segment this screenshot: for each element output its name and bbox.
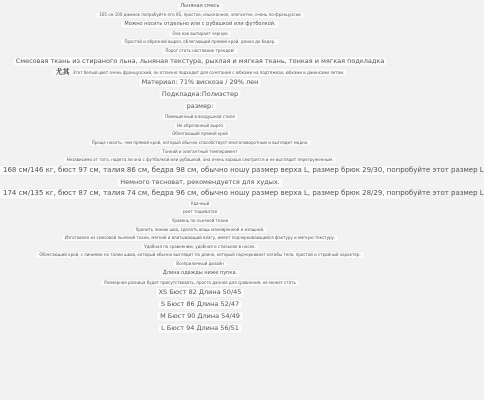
text-line: Можно носить отдельно или с рубашкой или футболкой.	[121, 21, 278, 28]
text-line: Порог стать наставник трендов!	[162, 48, 237, 54]
lining-line: Подкладка:Полиэстер	[159, 90, 241, 99]
text-line: Уровень по льняной ткани	[169, 218, 231, 224]
text-line: Изготовлен из смесовой льняной ткани, мягкий и впитывающий влагу, имеет подчеркивающийся фактуру и мягкую текстуру.	[62, 235, 338, 241]
text-line-with-brand	[53, 69, 348, 76]
text-line: Проще носить, чем прямой крой, который обычно способствует многоповоротным и выглядит модно.	[89, 140, 312, 146]
text-line: Простой и обрезной вырез, облегающий прямой крой, длина до бедер.	[121, 39, 278, 45]
text-line: Помещенный в воздушной стиле	[162, 114, 238, 120]
model-measurements-1: 168 см/146 кг, бюст 97 см, талия 86 см, бедра 98 см, обычно ношу размер верха L, размер брюк 29/30, попробуйте этот размер L	[0, 166, 400, 176]
text-line: 165 см 100 джинок попробуйте его XS, простое, изысканное, элегантно, очень по-французски	[96, 12, 303, 18]
text-line: Всеприличный дизайн	[173, 261, 226, 267]
brand-mark: 尤其	[55, 67, 70, 76]
heading-linen-blend: Льняная смесь	[177, 3, 222, 10]
text-line: Независимо от того, надета ли она с футболкой или рубашкой, она очень хорошо смотрится и не выглядит перегруженным.	[64, 157, 337, 163]
size-row-l: L Бюст 94 Длина 56/51	[158, 324, 242, 333]
size-row-xs: XS Бюст 82 Длина 50/45	[156, 288, 245, 297]
text-line: Не обрезанный вырез	[174, 123, 226, 129]
length-note: Длина одежды ниже пупка.	[160, 270, 240, 277]
size-row-s: S Бюст 86 Длина 52/47	[158, 300, 242, 309]
text-line: Облегающий прямой крой	[169, 131, 231, 137]
text-line: Этот белый цвет очень французский, он отлично подходит для сочетания с юбками на подтяжках, юбками и джинсами летом.	[72, 69, 345, 75]
text-line: Удачный	[188, 201, 212, 207]
text-line: Размерная разница будет присутствовать, просто данное для сравнения, не может стать	[101, 280, 299, 286]
text-line: Облегающий крой, с линиями на талии швов, который обычно выглядит по длине, который подчеркивает изгибы тела, простой и стройный характер.	[36, 252, 363, 258]
text-line-fabric: Смесовая ткань из стираного льна, льняная текстура, рыхлая и мягкая ткань, тонкая и мягкая подкладка	[13, 57, 388, 66]
size-row-m: M Бюст 90 Длина 54/49	[157, 312, 243, 321]
fit-note: Немного тесноват, рекомендуется для худых.	[117, 178, 283, 187]
text-line: Хранить линию шва, сделать вещь маневренной и изящной.	[133, 227, 268, 233]
text-line: Она как вытирает черную	[169, 31, 230, 37]
material-line: Материал: 71% вискоза / 29% лен	[139, 78, 262, 87]
text-line: реет тощеватая	[180, 209, 220, 215]
size-heading: размер:	[184, 102, 217, 111]
text-line: Тонкий и элегантный темперамент	[160, 149, 241, 155]
text-line: Удобная по сравнению, удобная и стильная в носке.	[141, 244, 258, 250]
model-measurements-2: 174 см/135 кг, бюст 87 см, талия 74 см, бедра 96 см, обычно ношу размер верха L, размер брюк 28/29, попробуйте этот размер L	[0, 189, 400, 199]
